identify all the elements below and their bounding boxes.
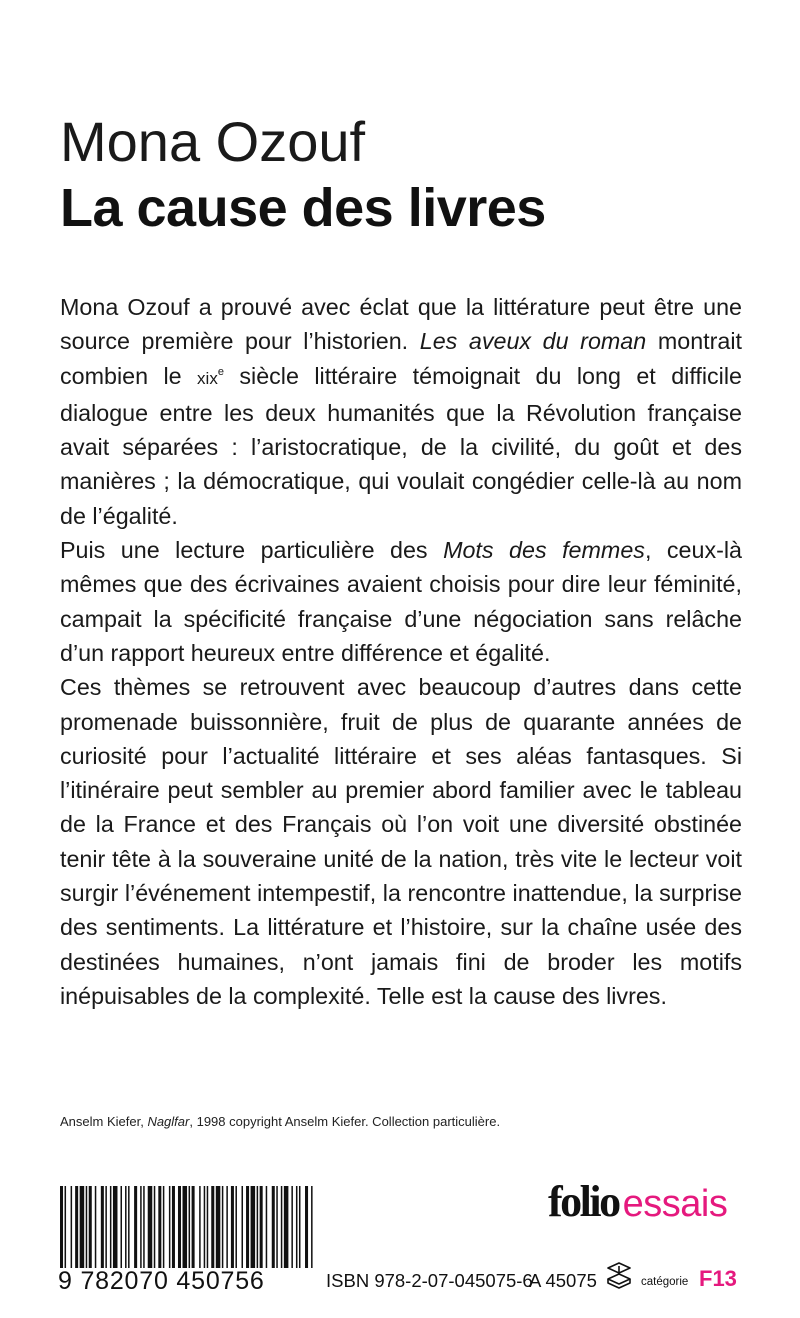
- barcode-digits: 9 782070 450756: [58, 1268, 320, 1294]
- credit-artist: Anselm Kiefer,: [60, 1114, 148, 1129]
- logo-essais: essais: [622, 1183, 728, 1225]
- paragraph-2: [60, 533, 742, 670]
- folio-essais-logo: [548, 1176, 727, 1228]
- author-name: Mona Ozouf: [60, 110, 366, 173]
- century-superscript: e: [217, 365, 224, 378]
- italic-title: Mots des femmes: [443, 537, 645, 564]
- book-title: La cause des livres: [60, 178, 546, 238]
- isbn: ISBN 978-2-07-045075-6: [326, 1270, 533, 1291]
- book-stack-icon: [603, 1260, 635, 1294]
- text-run: , ceux-là mêmes que des écrivaines avaient choisis pour dire leur féminité, campait la spécificité française d’une négociation sans relâche d’un rapport heureux entre différence et égalité.: [60, 537, 742, 666]
- text-run: siècle littéraire témoignait du long et difficile dialogue entre les deux humanités que la Révolution française avait séparées : l’aristocratique, de la civilité, du goût et des manières ; la démocratique, qui voulait congédier celle-là au nom de l’égalité.: [60, 362, 742, 529]
- credit-rest: , 1998 copyright Anselm Kiefer. Collection particulière.: [189, 1114, 501, 1129]
- century-numeral: xix: [197, 368, 218, 388]
- logo-folio: folio: [548, 1177, 619, 1226]
- back-cover-text: [60, 290, 742, 1013]
- image-credit: [60, 1114, 500, 1129]
- category-label: catégorie: [641, 1276, 689, 1288]
- category-code: F13: [699, 1266, 737, 1291]
- paragraph-3: Ces thèmes se retrouvent avec beaucoup d’autres dans cette promenade buissonnière, fruit de plus de quarante années de curiosité pour l’actualité littéraire et ses aléas fantasques. Si l’itinéraire peut sembler au premier abord familier avec le tableau de la France et des Français où l’on voit une diversité obstinée tenir tête à la souveraine unité de la nation, très vite le lecteur voit surgir l’événement intempestif, la rencontre inattendue, la surprise des sentiments. La littérature et l’histoire, sur la chaîne usée des destinées humaines, n’ont jamais fini de broder les motifs inépuisables de la complexité. Telle est la cause des livres.: [60, 674, 742, 1009]
- paragraph-1: [60, 290, 742, 533]
- product-code: A 45075: [529, 1270, 597, 1291]
- text-run: Puis une lecture particulière des: [60, 537, 444, 564]
- credit-work: Naglfar: [147, 1114, 190, 1129]
- text-run: montrait combien le: [60, 328, 742, 389]
- text-run: Mona Ozouf a prouvé avec éclat que la littérature peut être une source première pour l’historien.: [60, 294, 742, 355]
- italic-title: Les aveux du roman: [419, 328, 647, 355]
